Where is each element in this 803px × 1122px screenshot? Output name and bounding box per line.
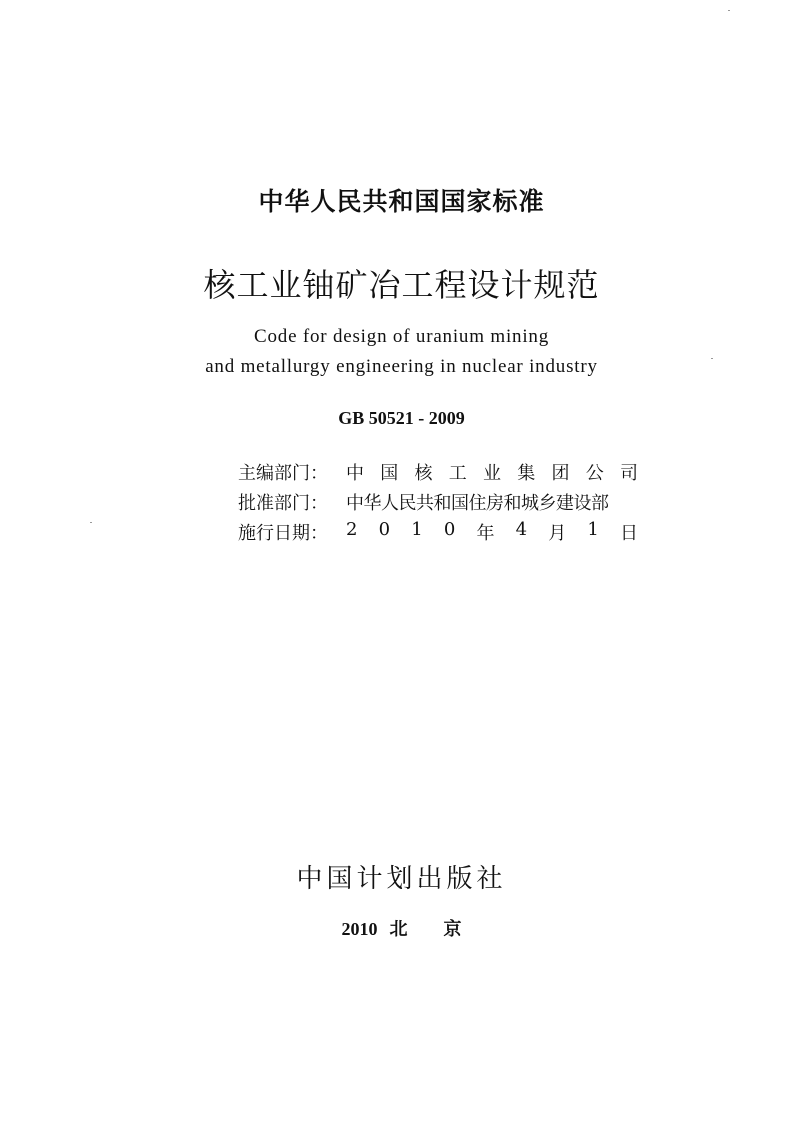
editor-char: 司	[620, 463, 638, 484]
editor-char: 业	[483, 463, 501, 484]
editor-value	[346, 459, 638, 485]
publication-city-first: 北	[389, 919, 408, 939]
standard-series: 中华人民共和国国家标准	[258, 187, 545, 216]
effective-date-label: 施行日期：	[238, 523, 328, 544]
editor-char: 团	[551, 463, 570, 484]
document-title-en-line1: Code for design of uranium mining	[254, 326, 549, 347]
date-char: 年	[476, 523, 495, 544]
publication-city-second: 京	[443, 919, 462, 939]
editor-char: 核	[414, 463, 433, 484]
publication-year: 2010	[341, 919, 378, 939]
approver-label: 批准部门：	[238, 493, 328, 514]
editor-label: 主编部门：	[238, 463, 328, 484]
effective-date-value	[346, 519, 638, 545]
scan-speck	[728, 10, 730, 11]
date-char: 0	[443, 519, 456, 540]
editor-char: 公	[585, 463, 604, 484]
date-char: 1	[587, 519, 599, 540]
approver-row	[238, 489, 638, 515]
document-title-cn: 核工业铀矿冶工程设计规范	[203, 266, 600, 304]
date-char: 0	[378, 519, 391, 540]
date-char: 日	[619, 523, 638, 544]
editor-char: 中	[346, 463, 364, 484]
editor-char: 国	[380, 463, 399, 484]
date-char: 4	[515, 519, 528, 540]
standard-code: GB 50521 - 2009	[338, 408, 465, 428]
date-char: 1	[411, 519, 423, 540]
approver-value: 中华人民共和国住房和城乡建设部	[346, 493, 609, 514]
publisher-name: 中国计划出版社	[296, 864, 507, 894]
publication-place-year	[0, 915, 803, 941]
scan-speck	[90, 522, 92, 523]
effective-date-row	[238, 519, 638, 545]
editor-char: 工	[448, 463, 467, 484]
document-title-en-line2: and metallurgy engineering in nuclear industry	[205, 356, 598, 377]
scan-speck	[711, 358, 713, 359]
editor-char: 集	[517, 463, 536, 484]
date-char: 月	[548, 523, 567, 544]
editor-row	[238, 459, 638, 485]
date-char: 2	[346, 519, 358, 540]
